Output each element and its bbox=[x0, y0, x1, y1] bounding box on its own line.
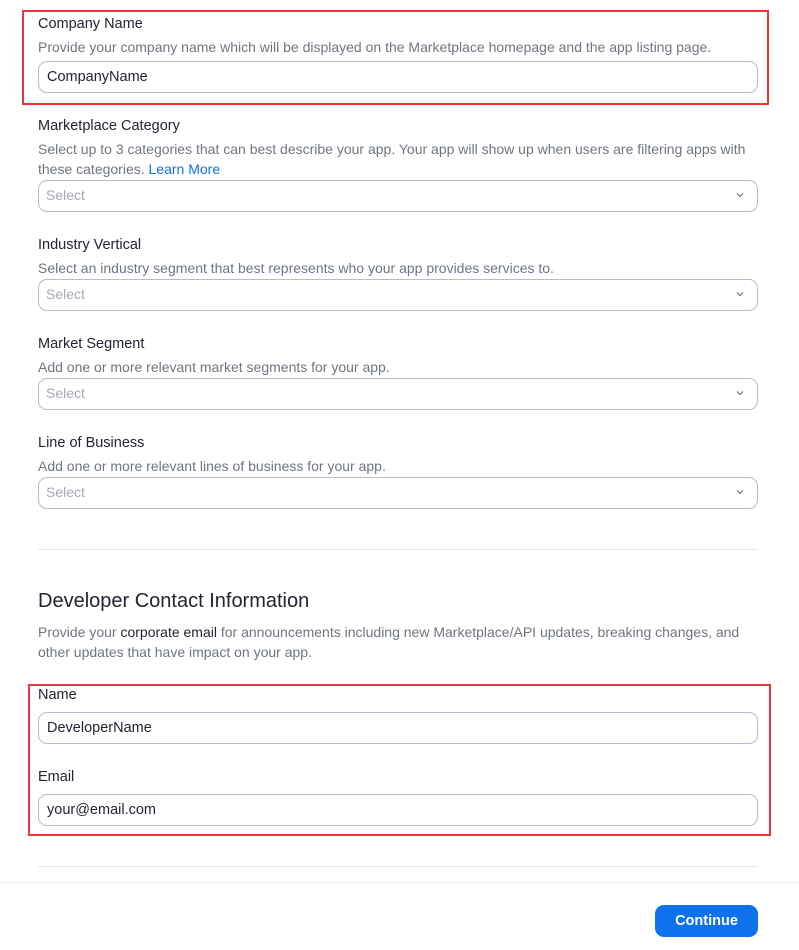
developer-name-label: Name bbox=[38, 687, 77, 703]
marketplace-category-description-text: Select up to 3 categories that can best describe your app. Your app will show up when users are filtering apps with these categories. bbox=[38, 141, 746, 177]
section-divider bbox=[38, 866, 758, 867]
market-segment-description: Add one or more relevant market segments for your app. bbox=[38, 359, 390, 375]
market-segment-select[interactable] bbox=[38, 378, 758, 410]
line-of-business-description: Add one or more relevant lines of business for your app. bbox=[38, 458, 386, 474]
select-placeholder: Select bbox=[46, 484, 85, 500]
developer-contact-title: Developer Contact Information bbox=[38, 590, 310, 612]
continue-button[interactable]: Continue bbox=[655, 905, 758, 937]
learn-more-link[interactable]: Learn More bbox=[148, 161, 221, 177]
developer-name-input[interactable] bbox=[38, 712, 758, 744]
footer-border bbox=[0, 882, 799, 883]
line-of-business-select[interactable] bbox=[38, 477, 758, 509]
developer-contact-description bbox=[38, 622, 763, 662]
corporate-email-emphasis: corporate email bbox=[120, 624, 217, 640]
line-of-business-label: Line of Business bbox=[38, 435, 145, 451]
chevron-down-icon bbox=[735, 190, 745, 200]
company-name-label: Company Name bbox=[38, 16, 143, 32]
industry-vertical-label: Industry Vertical bbox=[38, 237, 142, 253]
industry-vertical-select[interactable] bbox=[38, 279, 758, 311]
company-name-description: Provide your company name which will be displayed on the Marketplace homepage and the app listing page. bbox=[38, 39, 712, 55]
company-name-input[interactable] bbox=[38, 61, 758, 93]
marketplace-category-description bbox=[38, 139, 763, 179]
select-placeholder: Select bbox=[46, 187, 85, 203]
industry-vertical-description: Select an industry segment that best represents who your app provides services to. bbox=[38, 260, 554, 276]
select-placeholder: Select bbox=[46, 286, 85, 302]
market-segment-label: Market Segment bbox=[38, 336, 145, 352]
developer-desc-before: Provide your bbox=[38, 624, 121, 640]
marketplace-category-select[interactable] bbox=[38, 180, 758, 212]
developer-email-label: Email bbox=[38, 769, 75, 785]
select-placeholder: Select bbox=[46, 385, 85, 401]
developer-email-input[interactable] bbox=[38, 794, 758, 826]
section-divider bbox=[38, 549, 758, 550]
marketplace-category-label: Marketplace Category bbox=[38, 118, 180, 134]
chevron-down-icon bbox=[735, 289, 745, 299]
chevron-down-icon bbox=[735, 487, 745, 497]
developer-desc-after: for announcements including new Marketplace/API updates, breaking changes, and other updates that have impact on your app. bbox=[38, 624, 740, 660]
chevron-down-icon bbox=[735, 388, 745, 398]
